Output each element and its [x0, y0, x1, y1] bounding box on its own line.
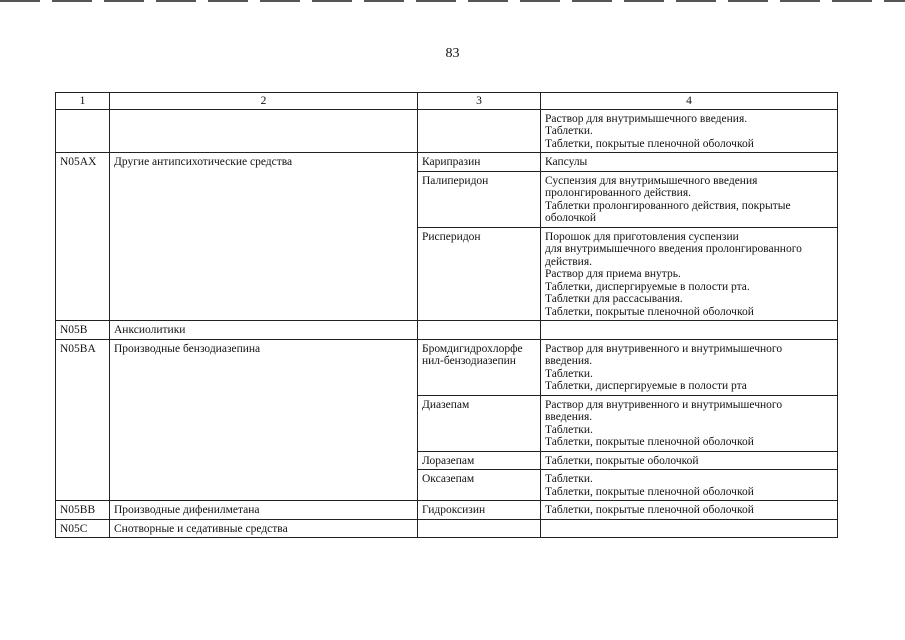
drug-name-cell: Карипразин [418, 153, 541, 172]
dosage-forms-cell [541, 451, 838, 470]
dosage-form-line: Таблетки, диспергируемые в полости рта [545, 380, 747, 392]
drug-name-cell: Оксазепам [418, 470, 541, 501]
dosage-form-line: Таблетки, покрытые пленочной оболочкой [545, 504, 754, 516]
dosage-form-line: Раствор для внутривенного и внутримышечного [545, 398, 783, 411]
dosage-forms-cell [541, 395, 838, 451]
dosage-form-line: Таблетки, покрытые пленочной оболочкой [545, 436, 754, 448]
drug-name-cell: Лоразепам [418, 451, 541, 470]
atc-code-cell: N05BB [56, 501, 110, 520]
dosage-forms-cell [541, 321, 838, 340]
drug-name-cell: Палиперидон [418, 171, 541, 227]
table-row [56, 109, 838, 153]
dosage-form-line: Таблетки. [545, 473, 593, 485]
dosage-form-line: Порошок для приготовления суспензии [545, 230, 739, 243]
dosage-forms-cell [541, 227, 838, 321]
drug-name-cell [418, 321, 541, 340]
atc-code-cell [56, 109, 110, 153]
drug-group-cell [110, 109, 418, 153]
scan-top-edge [0, 0, 905, 2]
dosage-forms-cell [541, 153, 838, 172]
drug-name-cell: Рисперидон [418, 227, 541, 321]
dosage-form-line: Таблетки для рассасывания. [545, 293, 683, 305]
dosage-form-line: введения. [545, 355, 593, 367]
drug-group-cell: Производные бензодиазепина [110, 339, 418, 501]
dosage-form-line: Таблетки пролонгированного действия, покрытые [545, 199, 791, 212]
dosage-form-line: действия. [545, 255, 592, 268]
dosage-form-line: Таблетки. [545, 423, 593, 436]
dosage-form-line: Капсулы [545, 156, 588, 168]
table-row [56, 519, 838, 538]
dosage-form-line: Таблетки, покрытые пленочной оболочкой [545, 485, 754, 498]
dosage-form-line: Таблетки, диспергируемые в полости рта. [545, 280, 750, 293]
drug-name-cell [418, 109, 541, 153]
column-header: 2 [110, 93, 418, 110]
table-row [56, 153, 838, 172]
column-header: 3 [418, 93, 541, 110]
atc-code-cell: N05B [56, 321, 110, 340]
drug-name-cell [418, 519, 541, 538]
dosage-form-line: пролонгированного действия. [545, 187, 692, 199]
dosage-form-line: Суспензия для внутримышечного введения [545, 174, 758, 187]
dosage-form-line: Раствор для внутримышечного введения. [545, 112, 748, 125]
dosage-form-line: Таблетки. [545, 367, 593, 380]
table-row [56, 501, 838, 520]
drug-name-cell: Диазепам [418, 395, 541, 451]
atc-code-cell: N05C [56, 519, 110, 538]
dosage-forms-cell [541, 519, 838, 538]
table-row [56, 339, 838, 395]
drug-name-cell: Гидроксизин [418, 501, 541, 520]
dosage-form-line: Раствор для приема внутрь. [545, 268, 681, 280]
drug-group-cell: Другие антипсихотические средства [110, 153, 418, 321]
dosage-form-line: Таблетки, покрытые оболочкой [545, 454, 699, 467]
dosage-forms-cell [541, 470, 838, 501]
dosage-form-line: Таблетки, покрытые пленочной оболочкой [545, 137, 754, 150]
dosage-form-line: оболочкой [545, 212, 597, 224]
table-row [56, 321, 838, 340]
column-header: 1 [56, 93, 110, 110]
dosage-form-line: введения. [545, 411, 593, 423]
dosage-form-line: для внутримышечного введения пролонгированного [545, 243, 802, 255]
table-body [56, 109, 838, 538]
atc-code-cell: N05BA [56, 339, 110, 501]
dosage-form-line: Таблетки, покрытые пленочной оболочкой [545, 305, 754, 318]
drug-table [55, 92, 838, 538]
dosage-form-line: Таблетки. [545, 125, 593, 137]
dosage-forms-cell [541, 501, 838, 520]
drug-name-cell: Бромдигидрохлорфе нил-бензодиазепин [418, 339, 541, 395]
dosage-forms-cell [541, 109, 838, 153]
dosage-forms-cell [541, 339, 838, 395]
drug-group-cell: Анксиолитики [110, 321, 418, 340]
atc-code-cell: N05AX [56, 153, 110, 321]
dosage-forms-cell [541, 171, 838, 227]
dosage-form-line: Раствор для внутривенного и внутримышечного [545, 342, 783, 355]
table-header-row [56, 93, 838, 110]
page-number: 83 [445, 46, 460, 61]
drug-group-cell: Производные дифенилметана [110, 501, 418, 520]
drug-group-cell: Снотворные и седативные средства [110, 519, 418, 538]
column-header: 4 [541, 93, 838, 110]
